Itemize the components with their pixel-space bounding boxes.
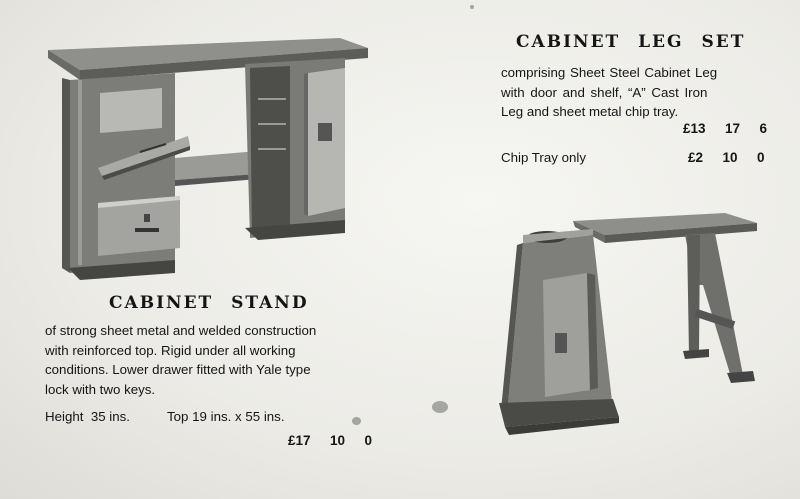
- cabinet-stand-top-size: Top 19 ins. x 55 ins.: [167, 409, 285, 424]
- ink-spot: [470, 5, 474, 9]
- cabinet-leg-set-description: [501, 63, 761, 122]
- cabinet-stand-price: £17 10 0: [288, 433, 373, 448]
- cabinet-stand-height: Height 35 ins.: [45, 409, 131, 424]
- description-line: of strong sheet metal and welded construction: [45, 323, 317, 338]
- description-line: conditions. Lower drawer fitted with Yale type: [45, 362, 311, 378]
- cabinet-leg-set-heading: CABINET LEG SET: [516, 32, 746, 52]
- description-line: with reinforced top. Rigid under all working: [45, 342, 296, 358]
- cabinet-stand-illustration: [40, 28, 375, 283]
- chip-tray-price: £2 10 0: [688, 150, 765, 165]
- ink-spot: [432, 401, 448, 413]
- ink-spot: [352, 417, 361, 425]
- cabinet-leg-set-price: £13 17 6: [683, 121, 768, 136]
- description-line: lock with two keys.: [45, 381, 156, 397]
- cabinet-stand-description: [45, 321, 375, 399]
- cabinet-stand-heading: CABINET STAND: [109, 293, 309, 313]
- chip-tray-label: Chip Tray only: [501, 150, 586, 165]
- description-line: comprising Sheet Steel Cabinet Leg: [501, 65, 718, 80]
- description-line: Leg and sheet metal chip tray.: [501, 104, 679, 120]
- description-line: with door and shelf, “A” Cast Iron: [501, 84, 708, 100]
- cabinet-leg-set-illustration: [495, 205, 765, 445]
